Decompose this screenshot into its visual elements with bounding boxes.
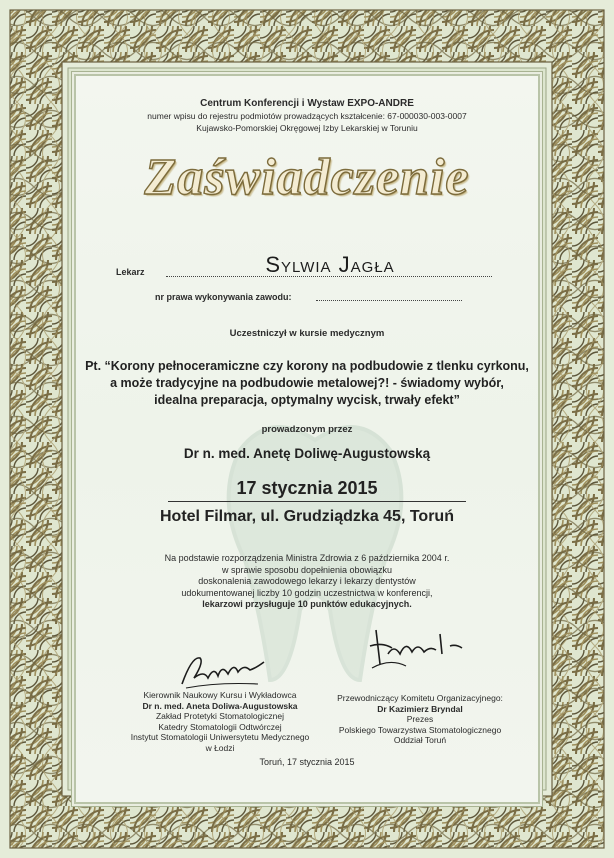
registry-number: numer wpisu do rejestru podmiotów prowadzących kształcenie: 67-000030-003-0007 [147, 111, 467, 121]
legal-line-3: doskonalenia zawodowego lekarzy i lekarzy dentystów [198, 576, 416, 586]
course-title-line-1: Pt. “Korony pełnoceramiczne czy korony na podbudowie z tlenku cyrkonu, [85, 359, 529, 373]
right-signatory-line-3: Prezes [406, 714, 434, 724]
right-signatory-name: Dr Kazimierz Bryndal [377, 703, 463, 714]
legal-line-5: lekarzowi przysługuje 10 punktów edukacyjnych. [202, 599, 412, 609]
right-signatory-line-5: Oddział Toruń [393, 735, 447, 745]
course-title [76, 358, 538, 409]
left-signatory-line-3: Zakład Protetyki Stomatologicznej [155, 711, 285, 721]
led-by-label: prowadzonym przez [261, 424, 353, 435]
legal-line-2: w sprawie sposobu dopełnienia obowiązku [221, 564, 393, 575]
course-title-line-2: a może tradycyjne na podbudowie metalowej?! - świadomy wybór, [110, 376, 504, 390]
medical-chamber: Kujawsko-Pomorskiej Okręgowej Izby Lekarskiej w Toruniu [196, 123, 418, 133]
certificate-title: Zaświadczenie [144, 149, 470, 206]
signature-right-icon [366, 624, 470, 674]
place-and-date: Toruń, 17 stycznia 2015 [259, 757, 355, 767]
legal-line-4: udokumentowanej liczby 10 godzin uczestnictwa w konferencji, [181, 587, 433, 598]
participation-text: Uczestniczył w kursie medycznym [229, 328, 385, 339]
course-venue: Hotel Filmar, ul. Grudziądzka 45, Toruń [160, 508, 454, 525]
left-signatory [120, 690, 320, 753]
left-signatory-line-5: Instytut Stomatologii Uniwersytetu Medycznego [130, 732, 310, 742]
doctor-label: Lekarz [116, 267, 145, 277]
license-line [316, 300, 462, 301]
left-signatory-line-4: Katedry Stomatologii Odtwórczej [158, 721, 282, 732]
course-title-line-3: idealna preparacja, optymalny wycisk, trwały efekt” [154, 393, 460, 407]
left-signatory-line-6: w Łodzi [205, 742, 235, 753]
legal-basis [76, 553, 538, 611]
license-label: nr prawa wykonywania zawodu: [155, 292, 292, 302]
right-signatory-line-4: Polskiego Towarzystwa Stomatologicznego [338, 724, 502, 735]
signature-left-icon [178, 648, 268, 692]
lecturer-name: Dr n. med. Anetę Doliwę-Augustowską [183, 446, 431, 461]
date-divider [168, 501, 466, 502]
left-signatory-role: Kierownik Naukowy Kursu i Wykładowca [143, 690, 297, 700]
legal-line-1: Na podstawie rozporządzenia Ministra Zdrowia z 6 października 2004 r. [164, 553, 450, 563]
right-signatory [320, 693, 520, 746]
right-signatory-role: Przewodniczący Komitetu Organizacyjnego: [337, 693, 503, 703]
organizer-name: Centrum Konferencji i Wystaw EXPO-ANDRE [200, 98, 414, 109]
course-date: 17 stycznia 2015 [236, 478, 378, 498]
recipient-name: Sylwia Jagła [265, 252, 395, 277]
left-signatory-name: Dr n. med. Aneta Doliwa-Augustowska [142, 700, 298, 711]
